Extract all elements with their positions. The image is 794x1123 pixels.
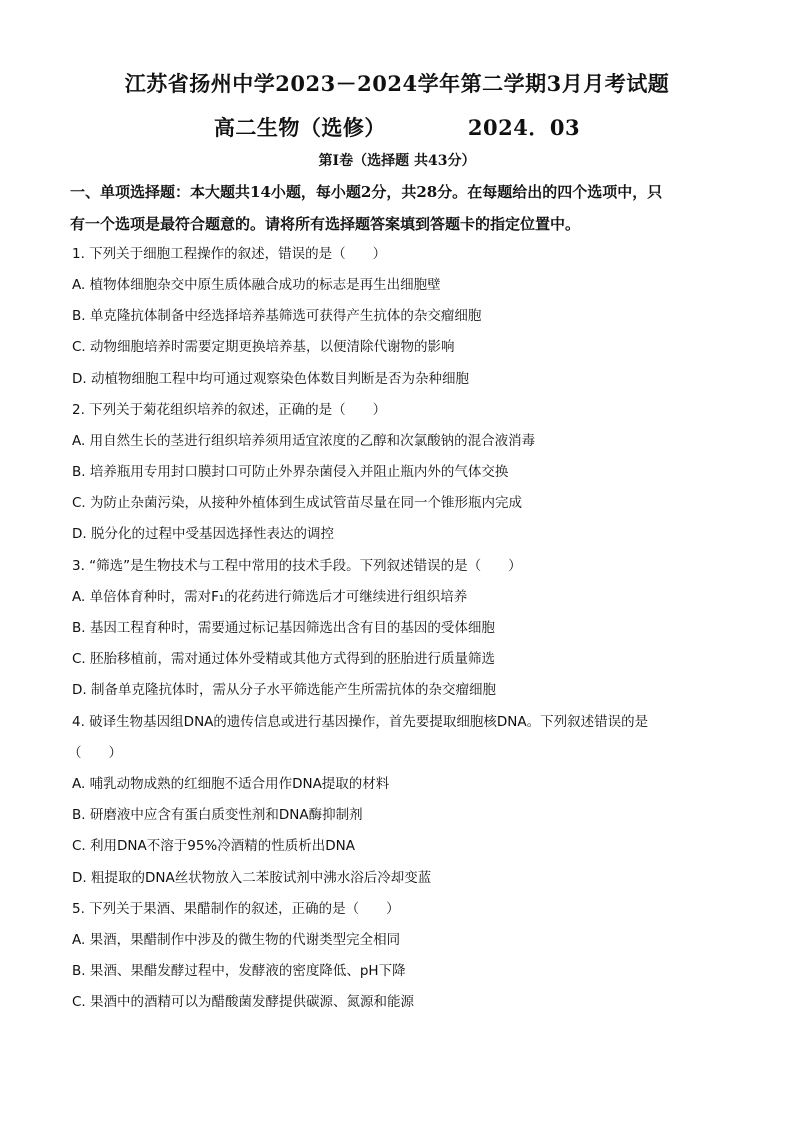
question-2-option-d: D. 脱分化的过程中受基因选择性表达的调控 (72, 526, 334, 542)
question-4-option-a: A. 哺乳动物成熟的红细胞不适合用作DNA提取的材料 (72, 776, 390, 792)
section-heading: 第Ⅰ卷（选择题 共43分） (318, 153, 476, 169)
exam-date: 2024．03 (467, 115, 581, 140)
question-2-option-c: C. 为防止杂菌污染，从接种外植体到生成试管苗尽量在同一个锥形瓶内完成 (72, 495, 523, 511)
question-1-option-d: D. 动植物细胞工程中均可通过观察染色体数目判断是否为杂种细胞 (72, 371, 469, 387)
question-5-option-c: C. 果酒中的酒精可以为醋酸菌发酵提供碳源、氮源和能源 (72, 994, 415, 1010)
question-1-option-a: A. 植物体细胞杂交中原生质体融合成功的标志是再生出细胞壁 (72, 277, 441, 293)
exam-subject: 高二生物（选修） (213, 115, 386, 140)
question-1-option-b: B. 单克隆抗体制备中经选择培养基筛选可获得产生抗体的杂交瘤细胞 (72, 308, 482, 324)
question-1-stem: 1. 下列关于细胞工程操作的叙述，错误的是（ ） (72, 246, 387, 262)
instructions-line-1: 一、单项选择题：本大题共14小题，每小题2分，共28分。在每题给出的四个选项中，只 (70, 183, 663, 201)
exam-subtitle-row (0, 112, 794, 142)
question-2-stem: 2. 下列关于菊花组织培养的叙述，正确的是（ ） (72, 402, 387, 418)
question-3-option-c: C. 胚胎移植前，需对通过体外受精或其他方式得到的胚胎进行质量筛选 (72, 651, 496, 667)
question-4-option-c: C. 利用DNA不溶于95%冷酒精的性质析出DNA (72, 838, 355, 854)
exam-title: 江苏省扬州中学2023－2024学年第二学期3月月考试题 (124, 71, 670, 96)
question-2-option-b: B. 培养瓶用专用封口膜封口可防止外界杂菌侵入并阻止瓶内外的气体交换 (72, 464, 509, 480)
question-2-option-a: A. 用自然生长的茎进行组织培养须用适宜浓度的乙醇和次氯酸钠的混合液消毒 (72, 433, 536, 449)
question-3-stem: 3. “筛选”是生物技术与工程中常用的技术手段。下列叙述错误的是（ ） (72, 558, 522, 574)
question-4-stem: 4. 破译生物基因组DNA的遗传信息或进行基因操作，首先要提取细胞核DNA。下列叙述错误的是 (72, 714, 649, 730)
question-3-option-a: A. 单倍体育种时，需对F₁的花药进行筛选后才可继续进行组织培养 (72, 589, 468, 605)
question-4-option-d: D. 粗提取的DNA丝状物放入二苯胺试剂中沸水浴后冷却变蓝 (72, 870, 432, 886)
question-5-option-a: A. 果酒，果醋制作中涉及的微生物的代谢类型完全相同 (72, 932, 401, 948)
question-5-stem: 5. 下列关于果酒、果醋制作的叙述，正确的是（ ） (72, 901, 400, 917)
question-1-option-c: C. 动物细胞培养时需要定期更换培养基，以便清除代谢物的影响 (72, 339, 455, 355)
instructions-line-2: 有一个选项是最符合题意的。请将所有选择题答案填到答题卡的指定位置中。 (70, 215, 581, 233)
question-4-stem-cont: （ ） (68, 745, 122, 761)
question-5-option-b: B. 果酒、果醋发酵过程中，发酵液的密度降低、pH下降 (72, 963, 406, 979)
question-4-option-b: B. 研磨液中应含有蛋白质变性剂和DNA酶抑制剂 (72, 807, 363, 823)
question-3-option-b: B. 基因工程育种时，需要通过标记基因筛选出含有目的基因的受体细胞 (72, 620, 495, 636)
question-3-option-d: D. 制备单克隆抗体时，需从分子水平筛选能产生所需抗体的杂交瘤细胞 (72, 682, 496, 698)
